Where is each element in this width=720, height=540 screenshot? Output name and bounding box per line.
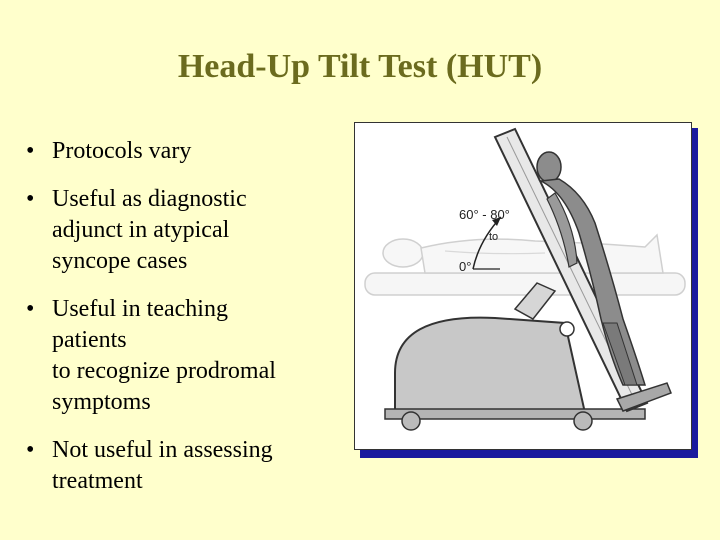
bullet-text: Useful in teaching patients to recognize prodromal symptoms (52, 296, 276, 415)
slide-title: Head-Up Tilt Test (HUT) (177, 48, 543, 85)
angle-label-high: 60° - 80° (459, 207, 510, 222)
bullet-marker: • (26, 138, 35, 164)
angle-label-low: 0° (459, 259, 472, 274)
bullet-item (26, 184, 346, 277)
bullet-marker: • (26, 296, 35, 322)
angle-label-to: to (489, 231, 499, 243)
bullet-text: Not useful in assessing treatment (52, 437, 273, 494)
bullet-marker: • (26, 186, 35, 212)
bullet-text: Protocols vary (52, 138, 192, 164)
bullet-item (26, 136, 346, 167)
bullet-text: Useful as diagnostic adjunct in atypical syncope cases (52, 186, 247, 274)
tilt-table-illustration (354, 122, 698, 458)
bullet-marker: • (26, 437, 35, 463)
bullet-list (26, 136, 346, 514)
bullet-item (26, 435, 346, 497)
horizontal-table (365, 235, 685, 295)
tilt-table-drawing (355, 123, 691, 449)
figure-panel (354, 122, 692, 450)
bullet-item (26, 294, 346, 418)
